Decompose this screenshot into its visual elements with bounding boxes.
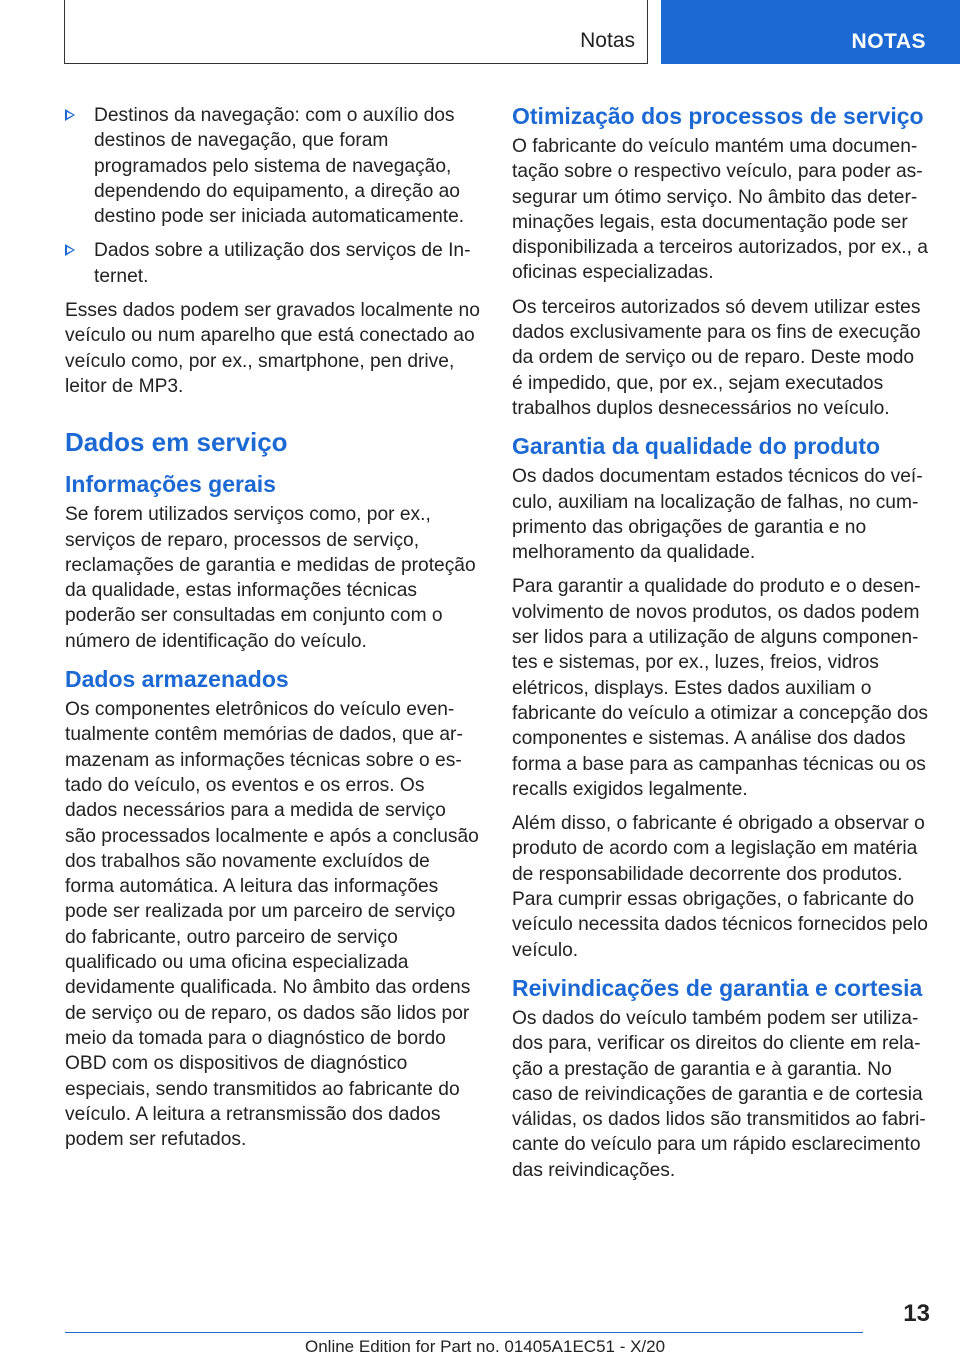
page-number: 13 bbox=[903, 1300, 930, 1327]
triangle-bullet-icon bbox=[65, 109, 75, 121]
stored-data-heading: Dados armazenados bbox=[65, 666, 289, 693]
claims-heading: Reivindicações de garantia e cortesia bbox=[512, 974, 923, 1001]
optimization-paragraph-1: O fabricante do veículo mantém uma documentação sobre o respectivo veículo, para poder assegurar um ótimo serviço. No âmbito das determinações legais, esta documentação pode ser disponibilizada a terceiros autorizados, por ex., a oficinas especializadas. bbox=[512, 136, 928, 284]
footer-divider bbox=[65, 1332, 863, 1333]
optimization-heading: Otimização dos processos de serviço bbox=[512, 103, 924, 129]
section-title: Dados em serviço bbox=[65, 427, 288, 458]
header-box bbox=[64, 0, 648, 64]
info-paragraph: Se forem utilizados serviços como, por ex., serviços de reparo, processos de serviço, reclamações de garantia e medidas de proteção da qualidade, estas informações técnicas poderão ser consultadas em conjunto com o número de identificação do veículo. bbox=[65, 504, 476, 652]
header-chapter-tab-label: NOTAS bbox=[851, 30, 926, 53]
list-item bbox=[65, 103, 480, 229]
header-chapter-tab[interactable] bbox=[661, 0, 960, 64]
footer-edition-text: Online Edition for Part no. 01405A1EC51 - X/20 bbox=[305, 1337, 666, 1356]
right-column bbox=[512, 103, 930, 1192]
stored-data-paragraph: Os componentes eletrônicos do veículo eventualmente contêm memórias de dados, que armazenam as informações técnicas sobre o estado do veículo, os eventos e os erros. Os dados necessários para a medida de serviço são processados localmente e após a conclusão dos trabalhos são novamente excluídos de forma automática. A leitura das informações pode ser realizada por um parceiro de serviço do fabricante, outro parceiro de serviço qualificado ou uma oficina especializada devidamente qualificada. No âmbito das ordens de serviço ou de reparo, os dados são lidos por meio da tomada para o diagnóstico de bordo OBD com os dispositivos de diagnóstico especiais, sendo transmitidos ao fabricante do veículo. A leitura a retransmissão dos dados podem ser refutados. bbox=[65, 699, 479, 1151]
list-item-text: Dados sobre a utilização dos serviços de Internet. bbox=[94, 240, 471, 287]
list-item-text: Destinos da navegação: com o auxílio dos destinos de navegação, que foram programados pelo sistema de navegação, dependendo do equipamento, a direção ao destino pode ser iniciada automaticamente. bbox=[94, 105, 465, 228]
list-item bbox=[65, 238, 480, 289]
triangle-bullet-icon bbox=[65, 244, 75, 256]
claims-paragraph: Os dados do veículo também podem ser utilizados para, verificar os direitos do cliente em relação a prestação de garantia e à garantia. No caso de reivindicações de garantia e de cortesia válidas, os dados lidos são transmitidos ao fabricante do veículo para um rápido esclarecimento das reivindicações. bbox=[512, 1007, 926, 1181]
quality-heading: Garantia da qualidade do produto bbox=[512, 433, 881, 460]
quality-paragraph-2: Para garantir a qualidade do produto e o desenvolvimento de novos produtos, os dados podem ser lidos para a utilização de alguns componentes e sistemas, por ex., luzes, freios, vidros elétricos, displays. Estes dados auxiliam o fabricante do veículo a otimizar a concepção dos componentes e sistemas. A análise dos dados forma a base para as campanhas técnicas ou os recalls exigidos legalmente. bbox=[512, 576, 928, 800]
quality-paragraph-1: Os dados documentam estados técnicos do veículo, auxiliam na localização de falhas, no cumprimento das obrigações de garantia e no melhoramento da qualidade. bbox=[512, 466, 923, 564]
info-heading: Informações gerais bbox=[65, 471, 276, 498]
intro-paragraph: Esses dados podem ser gravados localmente no veículo ou num aparelho que está conectado ao veículo como, por ex., smartphone, pen drive, leitor de MP3. bbox=[65, 300, 480, 397]
header-section-label: Notas bbox=[580, 29, 635, 52]
quality-paragraph-3: Além disso, o fabricante é obrigado a observar o produto de acordo com a legislação em matéria de responsabilidade decorrente dos produtos. Para cumprir essas obrigações, o fabricante do veículo necessita dados técnicos fornecidos pelo veículo. bbox=[512, 813, 928, 961]
optimization-paragraph-2: Os terceiros autorizados só devem utilizar estes dados exclusivamente para os fins de execução da ordem de serviço ou de reparo. Deste modo é impedido, que, por ex., sejam executados trabalhos duplos desnecessários no veículo. bbox=[512, 296, 921, 419]
left-column bbox=[65, 103, 480, 1161]
